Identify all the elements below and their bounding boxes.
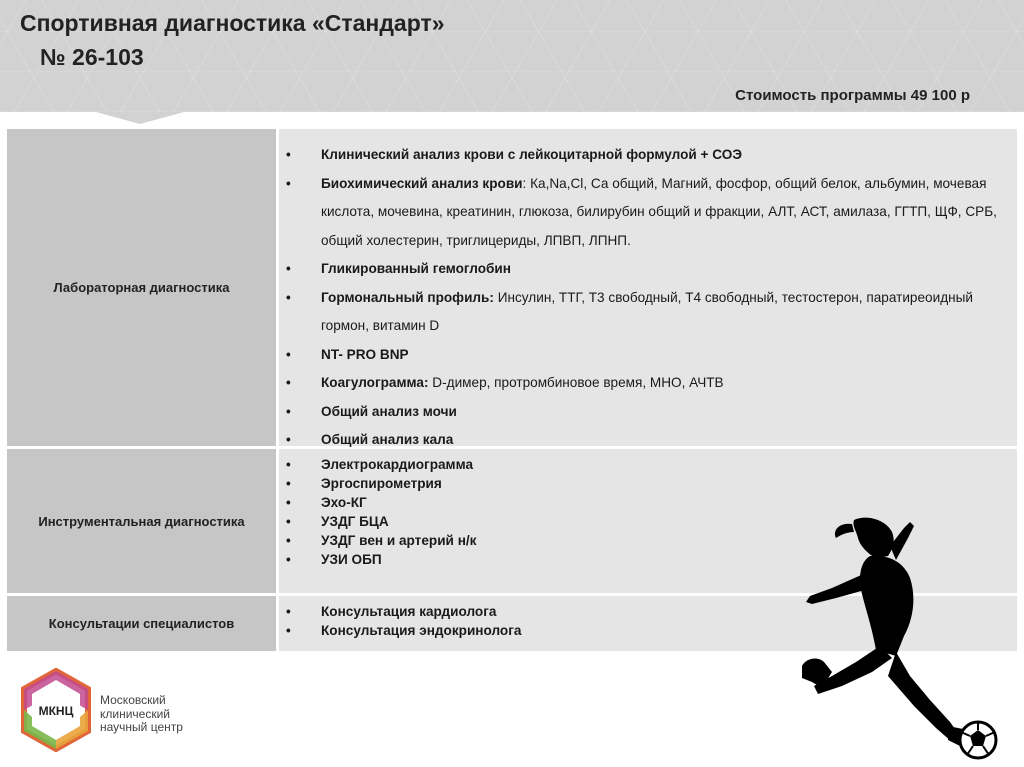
lab-test-name: NT- PRO BNP	[321, 346, 409, 362]
consultation-item: • Консультация кардиолога	[279, 602, 1017, 621]
lab-test-item	[279, 141, 1017, 170]
page-title: Спортивная диагностика «Стандарт»	[20, 10, 445, 36]
consultation-item: • Консультация эндокринолога	[279, 621, 1017, 640]
section-label-instrumental: Инструментальная диагностика	[7, 449, 276, 593]
logo-text	[100, 694, 183, 735]
football-player-silhouette-icon	[792, 516, 1017, 762]
lab-test-details: : Ка,Na,Cl, Са общий, Магний, фосфор, общий белок, альбумин, мочевая кислота, мочевина, креатинин, глюкоза, билирубин общий и фракции, АЛТ, АСТ, амилаза, ГГТП, ЩФ, СРБ, общий холестерин, триглицериды, ЛПВП, ЛПНП.	[321, 175, 997, 248]
instrumental-test-item: • УЗДГ вен и артерий н/к	[279, 531, 1017, 550]
table-row-lab	[7, 129, 1017, 446]
lab-test-item	[279, 369, 1017, 398]
section-label-lab: Лабораторная диагностика	[7, 129, 276, 446]
lab-test-item	[279, 341, 1017, 370]
logo-line-2: клинический	[100, 706, 171, 721]
lab-test-name: Общий анализ кала	[321, 432, 454, 447]
lab-test-item	[279, 284, 1017, 341]
lab-test-item	[279, 426, 1017, 455]
lab-test-list	[279, 129, 1017, 455]
lab-test-name: Клинический анализ крови с лейкоцитарной формулой + СОЭ	[321, 147, 742, 162]
lab-test-item	[279, 398, 1017, 427]
logo-line-3: научный центр	[100, 720, 183, 734]
instrumental-test-item: • Эхо-КГ	[279, 493, 1017, 512]
lab-test-item	[279, 170, 1017, 256]
mknc-logo-icon	[20, 668, 92, 752]
lab-test-name: Общий анализ мочи	[321, 403, 457, 419]
lab-test-name: Биохимический анализ крови	[321, 175, 523, 191]
lab-test-details: Инсулин, ТТГ, Т3 свободный, Т4 свободный, тестостерон, паратиреоидный гормон, витамин D	[321, 289, 974, 333]
instrumental-test-item: • Электрокардиограмма	[279, 455, 1017, 474]
lab-test-details: D-димер, протромбиновое время, МНО, АЧТВ	[428, 375, 724, 390]
section-label-consult: Консультации специалистов	[7, 596, 276, 651]
logo-line-1: Московский	[100, 693, 166, 707]
lab-test-name: Коагулограмма:	[321, 375, 429, 390]
program-price: Стоимость программы 49 100 р	[735, 87, 970, 104]
lab-test-item	[279, 255, 1017, 284]
lab-test-name: Гормональный профиль:	[321, 289, 494, 305]
instrumental-test-item: • УЗИ ОБП	[279, 550, 1017, 569]
section-content-lab	[279, 129, 1017, 446]
program-number: № 26-103	[40, 44, 144, 70]
logo-abbr: МКНЦ	[38, 704, 74, 718]
instrumental-test-item: • Эргоспирометрия	[279, 474, 1017, 493]
lab-test-name: Гликированный гемоглобин	[321, 261, 511, 276]
instrumental-test-item: • УЗДГ БЦА	[279, 512, 1017, 531]
header-notch	[96, 112, 184, 124]
